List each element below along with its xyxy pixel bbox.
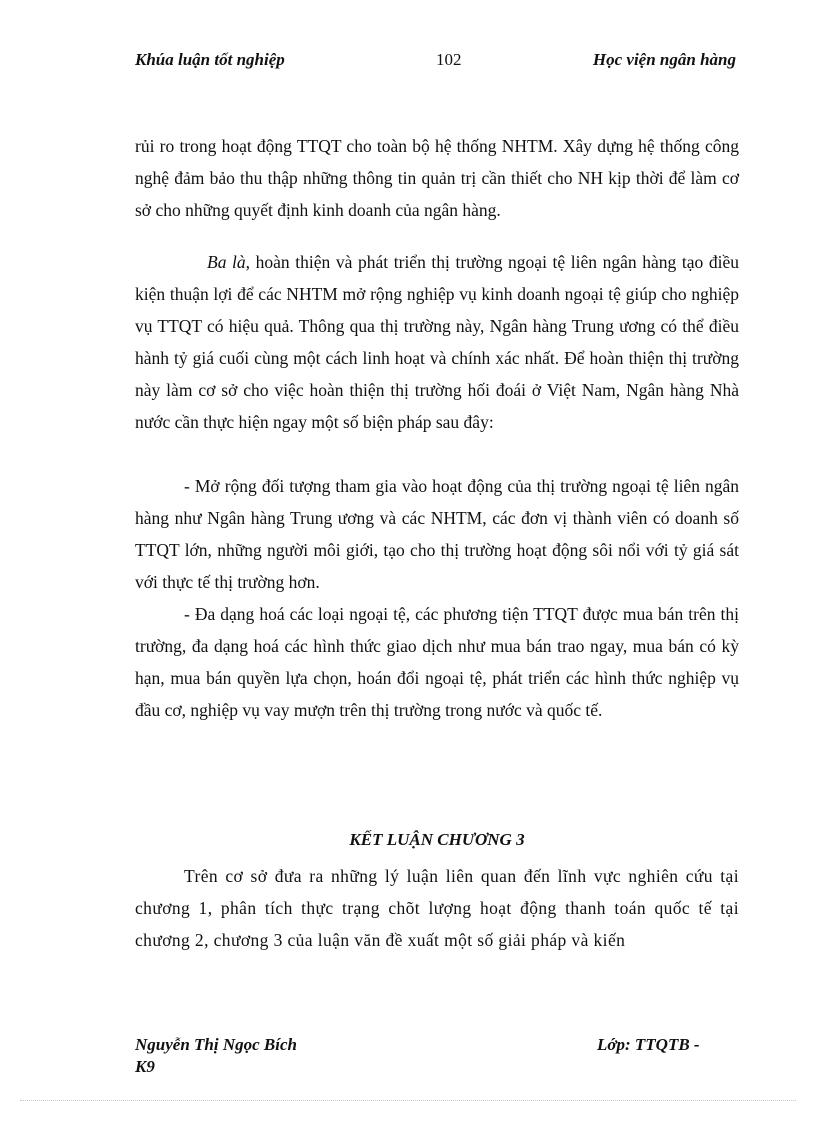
page-number: 102 bbox=[436, 50, 462, 69]
paragraph-risk-technology: rủi ro trong hoạt động TTQT cho toàn bộ hệ thống NHTM. Xây dựng hệ thống công nghệ đảm bảo thu thập những thông tin quản trị cần thiết cho NH kịp thời để làm cơ sở cho những quyết định kinh doanh của ngân hàng. bbox=[135, 136, 739, 220]
bullet-expand-participants: - Mở rộng đối tượng tham gia vào hoạt động của thị trường ngoại tệ liên ngân hàng như Ngân hàng Trung ương và các NHTM, các đơn vị thành viên có doanh số TTQT lớn, những người môi giới, tạo cho thị trường hoạt động sôi nổi với tỷ giá sát với thực tế thị trường hơn. bbox=[135, 476, 739, 592]
footer-class-suffix: K9 bbox=[135, 1057, 155, 1076]
paragraph-third-solution bbox=[135, 246, 739, 438]
page-bottom-divider bbox=[20, 1100, 796, 1101]
header-institution: Học viện ngân hàng bbox=[592, 50, 736, 69]
paragraph-lead-ba-la: Ba là bbox=[207, 252, 246, 272]
paragraph-chapter-conclusion: Trên cơ sở đưa ra những lý luận liên quan đến lĩnh vực nghiên cứu tại chương 1, phân tích thực trạng chõt lượng hoạt động thanh toán quốc tế tại chương 2, chương 3 của luận văn đề xuất một số giải pháp và kiến bbox=[135, 866, 739, 950]
section-title-chapter-conclusion: KẾT LUẬN CHƯƠNG 3 bbox=[349, 830, 525, 849]
footer-author: Nguyễn Thị Ngọc Bích bbox=[135, 1035, 297, 1054]
paragraph-third-solution-text: , hoàn thiện và phát triển thị trường ngoại tệ liên ngân hàng tạo điều kiện thuận lợi để các NHTM mở rộng nghiệp vụ kinh doanh ngoại tệ giúp cho nghiệp vụ TTQT có hiệu quả. Thông qua thị trường này, Ngân hàng Trung ương có thể điều hành tỷ giá cuối cùng một cách linh hoạt và chính xác nhất. Để hoàn thiện thị trường này làm cơ sở cho việc hoàn thiện thị trường hối đoái ở Việt Nam, Ngân hàng Nhà nước cần thực hiện ngay một số biện pháp sau đây: bbox=[135, 252, 739, 432]
bullet-diversify-currencies: - Đa dạng hoá các loại ngoại tệ, các phương tiện TTQT được mua bán trên thị trường, đa dạng hoá các hình thức giao dịch như mua bán trao ngay, mua bán có kỳ hạn, mua bán quyền lựa chọn, hoán đổi ngoại tệ, phát triển các hình thức nghiệp vụ đầu cơ, nghiệp vụ vay mượn trên thị trường trong nước và quốc tế. bbox=[135, 604, 739, 720]
header-thesis-title: Khúa luận tốt nghiệp bbox=[135, 50, 285, 69]
footer-class: Lớp: TTQTB - bbox=[597, 1035, 700, 1054]
